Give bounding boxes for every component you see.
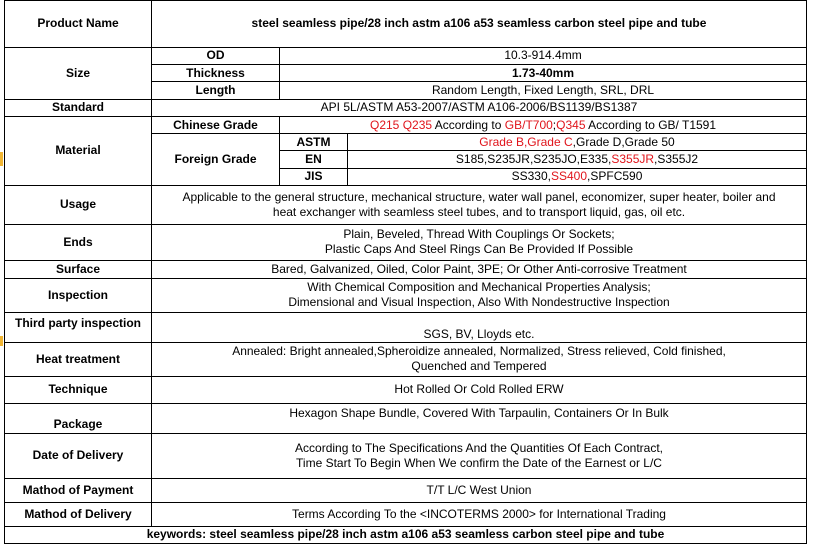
jis-value (348, 168, 807, 185)
delivery-method-value: Terms According To the <INCOTERMS 2000> for International Trading (152, 503, 807, 526)
label-usage: Usage (5, 186, 152, 225)
label-standard: Standard (5, 99, 152, 116)
ends-line: Plastic Caps And Steel Rings Can Be Provided If Possible (324, 242, 634, 257)
according-text: According to (432, 117, 505, 132)
astm-grade-rest: ,Grade D,Grade 50 (572, 134, 675, 149)
jis-grade-ss400: SS400 (551, 169, 588, 184)
label-product-name: Product Name (5, 1, 152, 48)
label-third-party-inspection: Third party inspection (5, 313, 152, 342)
delivery-date-value (152, 434, 807, 479)
en-grades: S185,S235JR,S235JO,E335, (455, 152, 612, 167)
table-row (5, 47, 807, 64)
inspection-line: With Chemical Composition and Mechanical Properties Analysis; (307, 280, 651, 295)
surface-value: Bared, Galvanized, Oiled, Color Paint, 3PE; Or Other Anti-corrosive Treatment (152, 261, 807, 278)
label-technique: Technique (5, 377, 152, 403)
third-party-value: SGS, BV, Lloyds etc. (152, 313, 807, 342)
sublabel-chinese-grade: Chinese Grade (152, 116, 280, 133)
ends-line: Plain, Beveled, Thread With Couplings Or Sockets; (343, 227, 615, 242)
astm-value (348, 134, 807, 151)
package-value: Hexagon Shape Bundle, Covered With Tarpaulin, Containers Or In Bulk (152, 403, 807, 434)
length-value: Random Length, Fixed Length, SRL, DRL (280, 82, 807, 99)
thickness-value: 1.73-40mm (280, 65, 807, 82)
row-marker (0, 152, 3, 166)
grade-q235: Q235 (402, 117, 433, 132)
label-surface: Surface (5, 261, 152, 278)
product-title: steel seamless pipe/28 inch astm a106 a53 seamless carbon steel pipe and tube (152, 1, 807, 48)
table-row (5, 313, 807, 342)
sublabel-thickness: Thickness (152, 65, 280, 82)
sublabel-astm: ASTM (280, 134, 348, 151)
ends-value (152, 224, 807, 261)
column-strip (807, 0, 813, 544)
inspection-value (152, 278, 807, 313)
astm-grade-bc: Grade B,Grade C (479, 134, 573, 149)
table-row (5, 278, 807, 313)
table-row (5, 224, 807, 261)
keywords-line: keywords: steel seamless pipe/28 inch astm a106 a53 seamless carbon steel pipe and tube (5, 526, 807, 543)
table-row (5, 116, 807, 133)
sublabel-jis: JIS (280, 168, 348, 185)
product-spec-table (4, 0, 807, 544)
label-delivery-method: Mathod of Delivery (5, 503, 152, 526)
label-inspection: Inspection (5, 278, 152, 313)
jis-grades: SS330, (511, 169, 551, 184)
heat-treatment-line: Quenched and Tempered (411, 359, 547, 374)
table-row (5, 377, 807, 403)
usage-value (152, 186, 807, 225)
table-row (5, 434, 807, 479)
label-ends: Ends (5, 224, 152, 261)
standard-gbt700: GB/T700 (504, 117, 553, 132)
heat-treatment-value (152, 342, 807, 377)
grade-q215: Q215 (369, 117, 400, 132)
jis-grades: ,SPFC590 (587, 169, 643, 184)
delivery-date-line: According to The Specifications And the Quantities Of Each Contract, (295, 440, 663, 455)
inspection-line: Dimensional and Visual Inspection, Also With Nondestructive Inspection (288, 295, 670, 310)
sublabel-od: OD (152, 47, 280, 64)
table-row (5, 342, 807, 377)
en-grade-s355jr: S355JR (611, 152, 655, 167)
separator: ; (552, 117, 557, 132)
heat-treatment-line: Annealed: Bright annealed,Spheroidize annealed, Normalized, Stress relieved, Cold finished, (232, 344, 726, 359)
label-package: Package (5, 403, 152, 434)
usage-line: heat exchanger with seamless steel tubes, and to transport liquid, gas, oil etc. (272, 204, 686, 219)
label-size: Size (5, 47, 152, 99)
en-value (348, 151, 807, 168)
chinese-grade-value (280, 116, 807, 133)
sublabel-length: Length (152, 82, 280, 99)
od-value: 10.3-914.4mm (280, 47, 807, 64)
sublabel-foreign-grade: Foreign Grade (152, 134, 280, 186)
table-row (5, 478, 807, 502)
payment-value: T/T L/C West Union (152, 478, 807, 502)
usage-line: Applicable to the general structure, mechanical structure, water wall panel, economizer, super heater, boiler and (182, 189, 776, 204)
table-row (5, 503, 807, 526)
table-row (5, 526, 807, 543)
table-row (5, 186, 807, 225)
table-row (5, 261, 807, 278)
label-heat-treatment: Heat treatment (5, 342, 152, 377)
table-row (5, 99, 807, 116)
delivery-date-line: Time Start To Begin When We confirm the Date of the Earnest or L/C (296, 455, 662, 470)
en-grades: ,S355J2 (654, 152, 699, 167)
table-row (5, 1, 807, 48)
according-text: According to GB/ T1591 (585, 117, 717, 132)
row-marker (0, 336, 3, 346)
technique-value: Hot Rolled Or Cold Rolled ERW (152, 377, 807, 403)
sublabel-en: EN (280, 151, 348, 168)
table-row (5, 403, 807, 434)
label-date-of-delivery: Date of Delivery (5, 434, 152, 479)
standard-value: API 5L/ASTM A53-2007/ASTM A106-2006/BS1139/BS1387 (152, 99, 807, 116)
label-payment-method: Mathod of Payment (5, 478, 152, 502)
label-material: Material (5, 116, 152, 185)
grade-q345: Q345 (556, 117, 586, 132)
